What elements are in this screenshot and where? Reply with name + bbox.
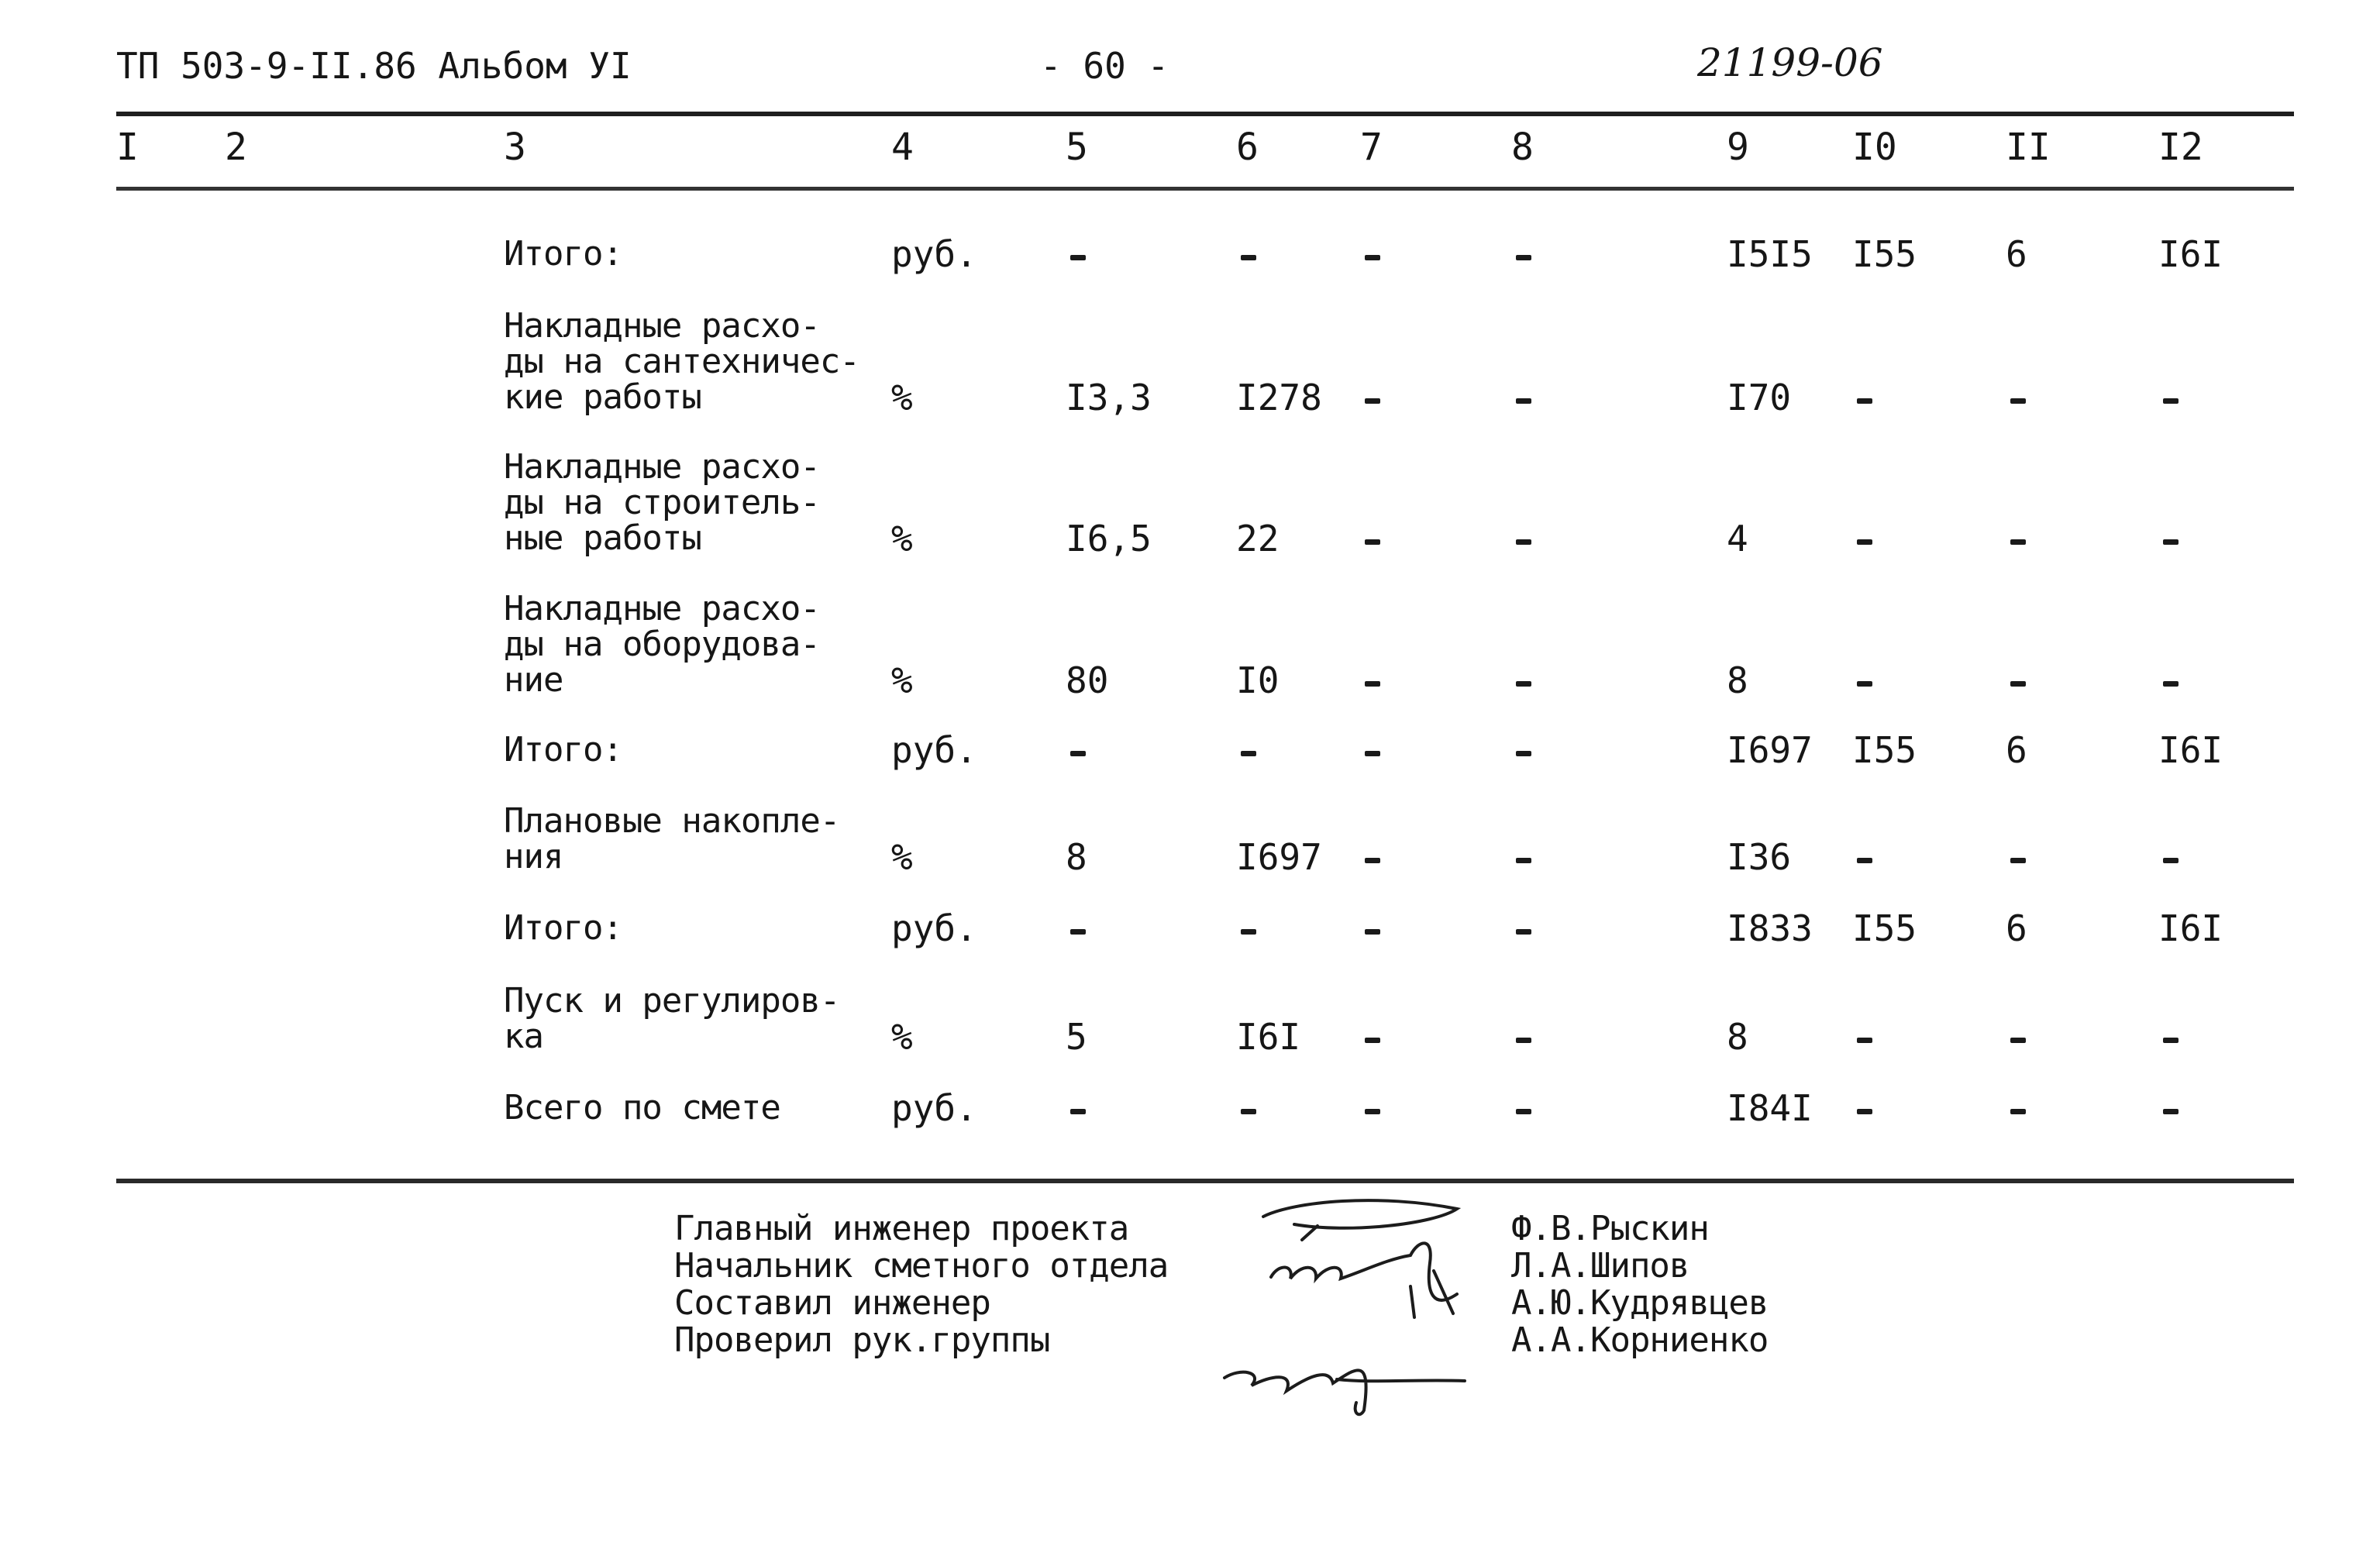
column-number: 8	[1511, 126, 1534, 169]
value-cell: 5	[1066, 1016, 1087, 1058]
value-cell: 8	[1066, 836, 1087, 878]
value-cell: I0	[1236, 659, 1280, 701]
page-number: - 60 -	[1040, 45, 1169, 87]
column-number: II	[2006, 126, 2051, 169]
dash-mark	[1857, 398, 1872, 404]
dash-mark	[1365, 929, 1380, 935]
value-cell: I697	[1727, 729, 1813, 771]
dash-mark	[1516, 929, 1531, 935]
unit-cell: %	[891, 836, 913, 878]
unit-cell: %	[891, 1016, 913, 1058]
value-cell: I36	[1727, 836, 1792, 878]
dash-mark	[1365, 1109, 1380, 1114]
dash-mark	[1070, 1109, 1086, 1114]
dash-mark	[1070, 751, 1086, 756]
column-number: 9	[1727, 126, 1749, 169]
dash-mark	[1857, 1109, 1872, 1114]
dash-mark	[1241, 751, 1256, 756]
row-description: Итого:	[504, 234, 622, 274]
value-cell: 8	[1727, 1016, 1748, 1058]
value-cell: I55	[1852, 729, 1917, 771]
unit-cell: %	[891, 377, 913, 418]
dash-mark	[1070, 255, 1086, 260]
dash-mark	[2163, 539, 2179, 545]
value-cell: I278	[1236, 377, 1322, 418]
value-cell: I6I	[2158, 729, 2223, 771]
signature-names: Ф.В.Рыскин Л.А.Шипов А.Ю.Кудрявцев А.А.Корниенко	[1511, 1209, 1769, 1360]
value-cell: I6I	[1236, 1016, 1301, 1058]
value-cell: 6	[2006, 729, 2027, 771]
dash-mark	[2010, 398, 2026, 404]
dash-mark	[1857, 681, 1872, 687]
dash-mark	[1365, 1038, 1380, 1043]
dash-mark	[2010, 539, 2026, 545]
dash-mark	[2163, 1038, 2179, 1043]
dash-mark	[1516, 1109, 1531, 1114]
column-number: 4	[891, 126, 914, 169]
value-cell: I3,3	[1066, 377, 1152, 418]
value-cell: I6,5	[1066, 518, 1152, 559]
unit-cell: руб.	[891, 1087, 977, 1129]
dash-mark	[1516, 681, 1531, 687]
unit-cell: %	[891, 518, 913, 559]
column-number: 2	[225, 126, 247, 169]
dash-mark	[1516, 751, 1531, 756]
row-description: Итого:	[504, 908, 622, 948]
value-cell: 6	[2006, 907, 2027, 949]
dash-mark	[1241, 255, 1256, 260]
row-description: Накладные расхо- ды на оборудова- ние	[504, 589, 820, 700]
value-cell: 4	[1727, 518, 1748, 559]
row-description: Накладные расхо- ды на строитель- ные работы	[504, 447, 820, 558]
dash-mark	[1516, 255, 1531, 260]
dash-mark	[1516, 1038, 1531, 1043]
dash-mark	[1516, 398, 1531, 404]
dash-mark	[1365, 751, 1380, 756]
unit-cell: руб.	[891, 907, 977, 949]
top-rule	[116, 112, 2294, 116]
row-description: Итого:	[504, 730, 622, 769]
unit-cell: руб.	[891, 233, 977, 275]
value-cell: I70	[1727, 377, 1792, 418]
dash-mark	[2163, 681, 2179, 687]
value-cell: I697	[1236, 836, 1322, 878]
signature-titles: Главный инженер проекта Начальник сметного отдела Составил инженер Проверил рук.группы	[674, 1209, 1169, 1360]
dash-mark	[1365, 858, 1380, 863]
dash-mark	[1516, 539, 1531, 545]
value-cell: 6	[2006, 233, 2027, 275]
dash-mark	[1857, 1038, 1872, 1043]
row-description: Пуск и регулиров- ка	[504, 981, 840, 1056]
value-cell: I6I	[2158, 907, 2223, 949]
value-cell: I6I	[2158, 233, 2223, 275]
unit-cell: руб.	[891, 729, 977, 771]
dash-mark	[1241, 929, 1256, 935]
value-cell: 80	[1066, 659, 1109, 701]
column-number: 7	[1360, 126, 1383, 169]
dash-mark	[2010, 681, 2026, 687]
value-cell: I55	[1852, 233, 1917, 275]
dash-mark	[1857, 858, 1872, 863]
dash-mark	[1365, 681, 1380, 687]
unit-cell: %	[891, 659, 913, 701]
column-number: I2	[2158, 126, 2203, 169]
dash-mark	[1857, 539, 1872, 545]
dash-mark	[2163, 858, 2179, 863]
row-description: Всего по смете	[504, 1088, 780, 1127]
value-cell: I833	[1727, 907, 1813, 949]
column-number: I	[116, 126, 139, 169]
value-cell: 8	[1727, 659, 1748, 701]
dash-mark	[1365, 539, 1380, 545]
handwritten-signatures	[1178, 1178, 1503, 1426]
column-number: 3	[504, 126, 526, 169]
dash-mark	[1241, 1109, 1256, 1114]
dash-mark	[2010, 1109, 2026, 1114]
handwritten-number: 21199-06	[1697, 40, 1883, 85]
value-cell: 22	[1236, 518, 1280, 559]
dash-mark	[1365, 255, 1380, 260]
document-code: ТП 503-9-II.86 Альбом УI	[116, 45, 632, 87]
dash-mark	[2010, 1038, 2026, 1043]
column-number: I0	[1852, 126, 1897, 169]
row-description: Накладные расхо- ды на сантехничес- кие работы	[504, 306, 859, 417]
value-cell: I5I5	[1727, 233, 1813, 275]
dash-mark	[1070, 929, 1086, 935]
column-number: 6	[1236, 126, 1259, 169]
dash-mark	[2010, 858, 2026, 863]
dash-mark	[2163, 398, 2179, 404]
dash-mark	[1516, 858, 1531, 863]
dash-mark	[2163, 1109, 2179, 1114]
dash-mark	[1365, 398, 1380, 404]
row-description: Плановые накопле- ния	[504, 801, 840, 876]
value-cell: I55	[1852, 907, 1917, 949]
header-rule	[116, 187, 2294, 191]
column-number: 5	[1066, 126, 1088, 169]
value-cell: I84I	[1727, 1087, 1813, 1129]
